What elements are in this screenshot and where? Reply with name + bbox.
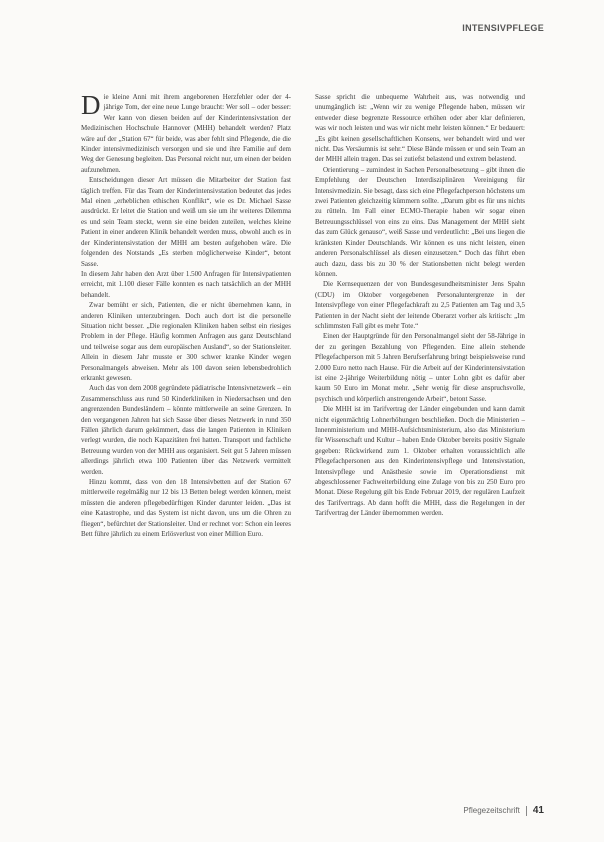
page-footer xyxy=(463,805,544,816)
article-paragraph: Die Kernsequenzen der von Bundesgesundheitsminister Jens Spahn (CDU) im Oktober vorgegebenen Personaluntergrenze in der Intensivpflege von einer Pflegefachkraft zu 2,5 Patienten am Tag und 3,5 Patienten in der Nacht sieht der leitende Oberarzt vorher als kritisch: „Im schlimmsten Fall gibt es mehr Tote.“ xyxy=(315,280,525,330)
article-paragraph: Hinzu kommt, dass von den 18 Intensivbetten auf der Station 67 mittlerweile regelmäßig nur 12 bis 13 Betten belegt werden können, meist müssten die anderen pflegebedürftigen Kinder darunter leiden. „Das ist eine Katastrophe, und das System ist nicht davon, uns um die Ohren zu fliegen“, befürchtet der Stationsleiter. Und er rechnet vor: Schon ein leeres Bett führe jährlich zu einem Erlösverlust von einer Million Euro. xyxy=(81,478,291,539)
article-paragraph: Die MHH ist im Tarifvertrag der Länder eingebunden und kann damit nicht eigenmächtig Lohnerhöhungen beschließen. Doch die Ministerien – Innenministerium und MHH-Aufsichtsministerium, also das Ministerium für Wissenschaft und Kultur – haben Ende Oktober bereits positiv Signale gegeben: Rückwirkend zum 1. Oktober erhalten voraussichtlich alle Pflegefachpersonen aus den Kinderintensivpflege und Intensivstation, Intensivpflege und Anästhesie sowie im Operationsdienst mit abgeschlossener Fachweiterbildung eine Zulage von bis zu 250 Euro pro Monat. Diese Regelung gilt bis Ende Februar 2019, der regulären Laufzeit des Tarifvertrags. Ab dann hofft die MHH, dass die Regelungen in der Tarifvertrag der Länder übernommen werden. xyxy=(315,405,525,518)
article-paragraph: Entscheidungen dieser Art müssen die Mitarbeiter der Station fast täglich treffen. Für das Team der Kinderintensivstation bedeutet das jedes Mal einen „erheblichen ethischen Konflikt“, wie es Dr. Michael Sasse ausdrückt. Er leitet die Station und weiß um sie um ihr weiteres Dilemma es und sein Team steckt, wenn sie eine beiden zuteilen, welches kleine Patient in einer anderen Klinik behandelt werden muss, obwohl auch es in der Kinderintensivstation der MHH am besten aufgehoben wäre. Die folgenden des Notstands „Es sterben möglicherweise Kinder“, betont Sasse. xyxy=(81,176,291,268)
publication-name: Pflegezeitschrift xyxy=(463,806,520,815)
article-paragraph: In diesem Jahr haben den Arzt über 1.500 Anfragen für Intensivpatienten erreicht, mit 1.100 dieser Fälle konnten es nach tatsächlich an der MHH behandelt. xyxy=(81,269,291,299)
section-label: INTENSIVPFLEGE xyxy=(462,23,544,33)
article-paragraph: Zwar bemüht er sich, Patienten, die er nicht übernehmen kann, in anderen Kliniken unterzubringen. Doch auch dort ist die personelle Situation nicht besser. „Die regionalen Kliniken haben selbst ein riesiges Problem in der Pflege. Häufig kommen Anfragen aus ganz Deutschland und teilweise sogar aus dem europäischen Ausland“, so der Stationsleiter. Allein in diesem Jahr musste er 300 schwer kranke Kinder wegen Personalmangels abweisen. Mehr als 100 davon seien lebensbedrohlich erkrankt gewesen. xyxy=(81,301,291,382)
drop-cap: D xyxy=(81,90,101,120)
page-number: 41 xyxy=(532,805,544,816)
article-paragraph xyxy=(81,92,291,175)
article-paragraph: Einen der Hauptgründe für den Personalmangel sieht der 58-Jährige in der zu geringen Bezahlung von Pflegenden. Eine allein stehende Pflegefachperson mit 5 Jahren Berufserfahrung bringt beispielsweise rund 2.000 Euro netto nach Hause. Für die Arbeit auf der Kinderintensivstation ist eine 2-jährige Weiterbildung nötig – unter Lohn gibt es dafür aber kaum 50 Euro im Monat mehr. „Sehr wenig für diese anspruchsvolle, psychisch und körperlich anstrengende Arbeit“, betont Sasse. xyxy=(315,332,525,403)
footer-divider xyxy=(526,806,527,816)
left-column xyxy=(81,92,291,539)
article-paragraph: Auch das von dem 2008 gegründete pädiatrische Intensivnetzwerk – ein Zusammenschluss aus rund 50 Kinderkliniken in Niedersachsen und den angrenzenden Bundesländern – könnte mittlerweile an seine Grenzen. In den vergangenen Jahren hat sich Sasse über dieses Netzwerk in rund 350 Fällen jährlich darum gekümmert, dass die langen Patienten in Kliniken verlegt wurden, die noch Kapazitäten frei hatten. Transport und fachliche Betreuung wurden von der MHH aus organisiert. Seit gut 5 Jahren müssen allerdings jährlich etwa 100 Patienten über das Netzwerk vermittelt werden. xyxy=(81,384,291,476)
article-paragraph: Sasse spricht die unbequeme Wahrheit aus, was notwendig und unumgänglich ist: „Wenn wir zu wenige Pflegende haben, müssen wir entweder diese begrenzte Ressource erhöhen oder aber klar definieren, was wir noch leisten und was wir nicht mehr leisten können.“ Er bedauert: „Es gibt keinen gesellschaftlichen Konsens, wer behandelt wird und wer nicht. Das Versäumnis ist sehr.“ Diese Bände müssen er und sein Team an der MHH allein tragen. Das sei zutiefst belastend und extrem belastend. xyxy=(315,93,525,164)
right-column xyxy=(315,92,525,519)
paragraph-text: ie kleine Anni mit ihrem angeborenen Herzfehler oder der 4-jährige Tom, der eine neue Lunge braucht: Wer soll – oder besser: Wer kann von diesen beiden auf der Kinderintensivstation der Medizinischen Hochschule Hannover (MHH) behandelt werden? Platz wäre auf der „Station 67“ für beide, was aber fehlt sind Pflegende, die die Kinder intensivmedizinisch versorgen und sie und ihre Familie auf dem Weg der Genesung begleiten. Das Personal reicht nur, um einen der beiden aufzunehmen. xyxy=(81,93,291,174)
article-paragraph: Orientierung – zumindest in Sachen Personalbesetzung – gibt ihnen die Empfehlung der Deutschen Interdisziplinären Vereinigung für Intensivmedizin. Sie besagt, dass sich eine Pflegefachperson höchstens um zwei Patienten gleichzeitig kümmern sollte. „Darum gibt es für uns nichts zu rütteln. Im Fall einer ECMO-Therapie haben wir sogar einen Betreuungsschlüssel von eins zu eins. Das Management der MHH sieht das zum Glück genauso“, weiß Sasse und verdeutlicht: „Bei uns liegen die kränksten Kinder Deutschlands. Wir können es uns nicht leisten, einen anderen Personalschlüssel als diesen einzusetzen.“ Doch das führt eben auch dazu, dass bis zu 30 % der Stationsbetten nicht belegt werden können. xyxy=(315,165,525,278)
